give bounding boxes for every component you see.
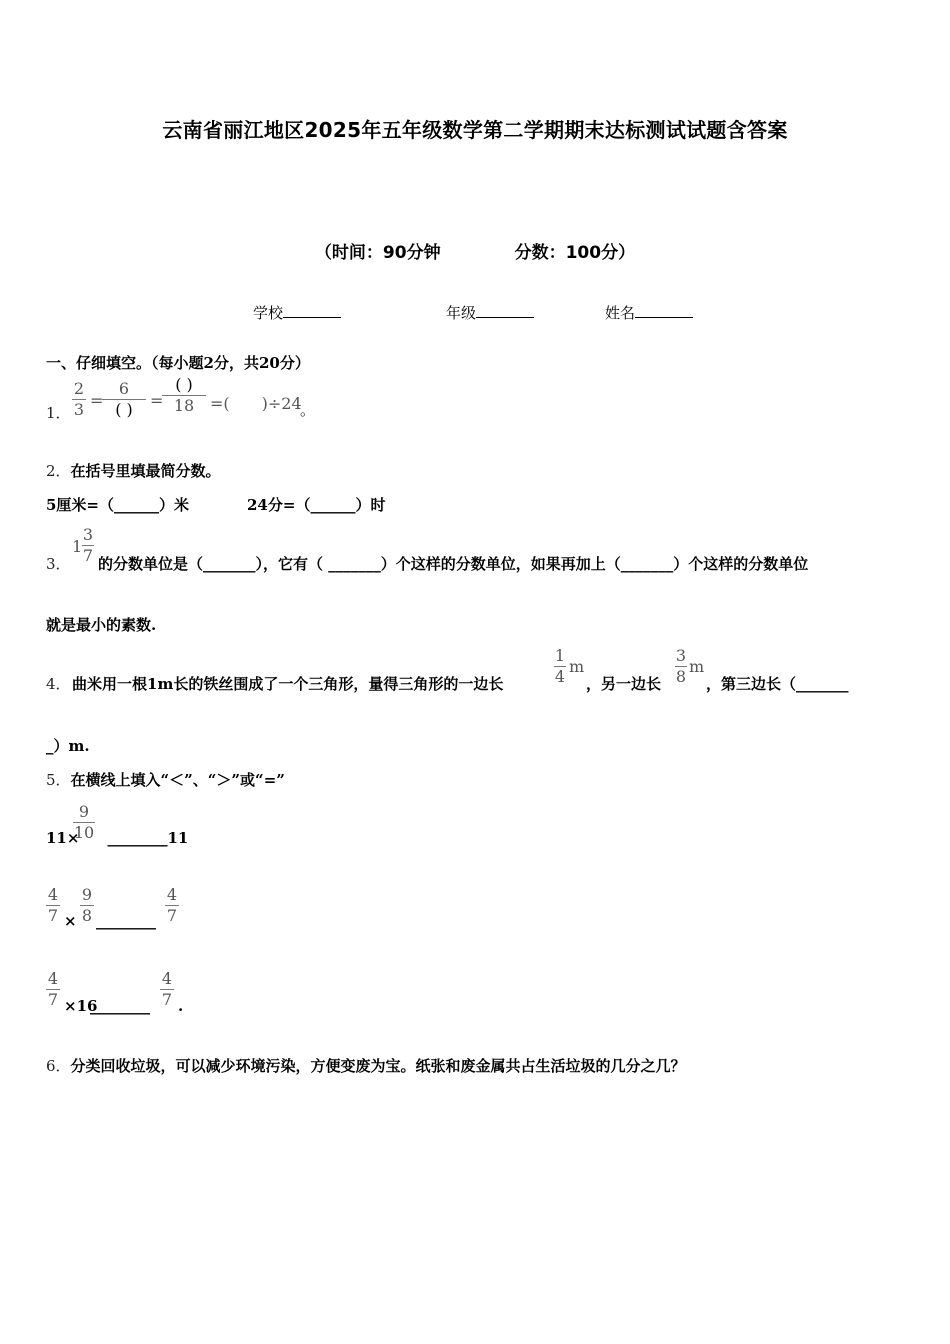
- q5-r3-end: .: [178, 997, 184, 1015]
- q1-eq1: =: [90, 391, 104, 410]
- q5-r1-blank[interactable]: ________: [107, 829, 168, 847]
- q3-continuation: 就是最小的素数.: [46, 616, 157, 634]
- q1-eq2: =: [150, 391, 164, 410]
- q5-r1-fraction: 9 10: [73, 802, 95, 842]
- q4-text-c: ，另一边长: [586, 675, 662, 693]
- school-label: 学校: [253, 304, 284, 322]
- q4-continuation: _）m.: [46, 737, 90, 755]
- q1-end: 。: [300, 401, 316, 419]
- q3-fraction: 3 7: [82, 525, 94, 565]
- q1-number: 1．: [46, 404, 71, 422]
- q3-whole: 1: [72, 537, 83, 556]
- page-title: 云南省丽江地区2025年五年级数学第二学期期末达标测试试题含答案: [162, 118, 788, 142]
- q1-fraction-b: 6 ( ): [102, 380, 146, 419]
- q4-answer-blank[interactable]: ，第三边长（_______: [706, 675, 849, 693]
- q4-number: 4．: [46, 675, 71, 693]
- grade-label: 年级: [446, 304, 477, 322]
- score-label: 分数：100分）: [514, 243, 636, 263]
- q4-line: 曲米用一根1m长的铁丝围成了一个三角形，量得三角形的一边长: [72, 675, 504, 693]
- grade-field[interactable]: [446, 302, 534, 323]
- q2-time-blank[interactable]: 24分=（______）时: [247, 496, 386, 514]
- q3-number: 3．: [46, 555, 71, 573]
- q1-blank-b[interactable]: ( ): [115, 400, 133, 419]
- school-field[interactable]: [253, 302, 341, 323]
- q5-r3-fraction-a: 4 7: [47, 969, 59, 1009]
- q4-1m: 1m: [147, 675, 174, 693]
- q5-r3-fraction-c: 4 7: [161, 969, 173, 1009]
- q6-line: 6．分类回收垃圾，可以减少环境污染，方便变废为宝。纸张和废金属共占生活垃圾的几分之几？: [46, 1057, 686, 1075]
- q4-fraction-b: 3 8: [675, 646, 687, 686]
- q5-r2-fraction-c: 4 7: [166, 885, 178, 925]
- q5-r2-blank[interactable]: ________: [96, 912, 156, 930]
- name-label: 姓名: [605, 304, 636, 322]
- q2-length-blank[interactable]: 5厘米=（______）米: [46, 496, 190, 514]
- name-field[interactable]: [605, 302, 693, 323]
- grade-blank[interactable]: [476, 303, 534, 318]
- q5-line: 5．在横线上填入“＜”、“＞”或“=”: [46, 771, 285, 789]
- time-score-line: [0, 238, 950, 263]
- q5-r3-blank[interactable]: ________: [90, 997, 150, 1015]
- q5-row1: 11× ________11: [46, 829, 189, 847]
- q4-unit-a: m: [569, 657, 585, 676]
- q1-tail[interactable]: =( )÷24: [210, 394, 302, 413]
- time-label: （时间：90分钟: [314, 243, 441, 263]
- q1-blank-c[interactable]: ( ): [175, 375, 193, 394]
- q5-r2-times: ×: [64, 912, 77, 930]
- q4-unit-b: m: [689, 657, 705, 676]
- q1-fraction-a: 2 3: [73, 379, 85, 419]
- q3-text[interactable]: 的分数单位是（_______），它有（ _______）个这样的分数单位，如果再加上（_______）个这样的分数单位: [98, 555, 809, 573]
- q5-r3-times: ×16: [64, 997, 98, 1015]
- q4-fraction-a: 1 4: [554, 646, 566, 686]
- q2-line: 2．在括号里填最简分数。: [46, 462, 221, 480]
- section-heading: 一、仔细填空。（每小题2分，共20分）: [46, 354, 310, 372]
- q1-fraction-c: ( ) 18: [162, 376, 206, 415]
- q5-r2-fraction-a: 4 7: [47, 885, 59, 925]
- q5-r2-fraction-b: 9 8: [81, 885, 93, 925]
- name-blank[interactable]: [635, 303, 693, 318]
- school-blank[interactable]: [283, 303, 341, 318]
